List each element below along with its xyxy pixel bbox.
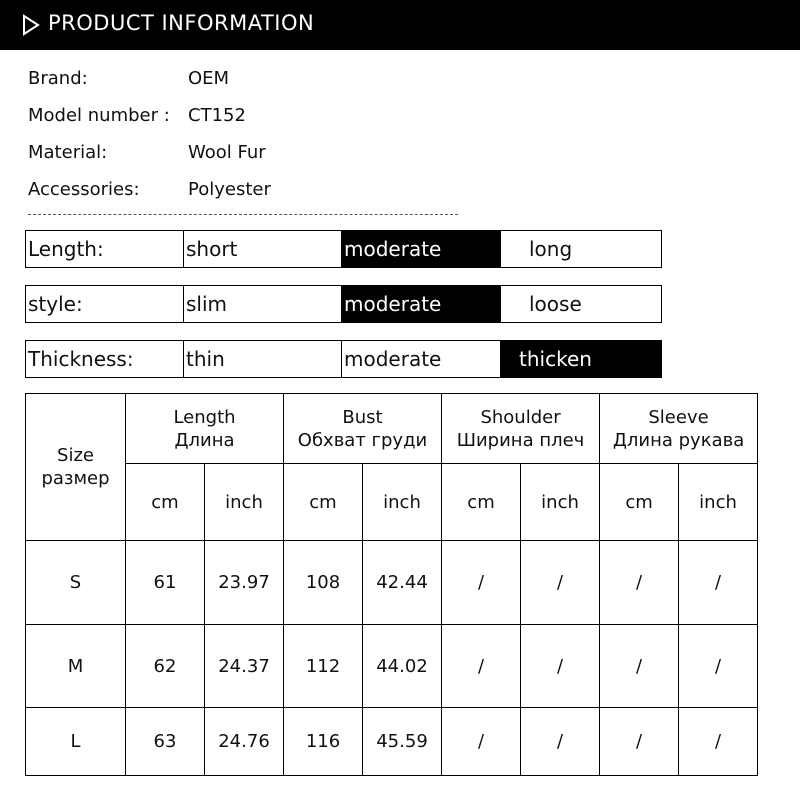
group-header-ru: Длина <box>174 429 235 451</box>
table-cell: / <box>521 708 600 776</box>
table-cell: / <box>442 541 521 625</box>
table-cell: 112 <box>284 625 363 708</box>
scale-label: style: <box>26 286 184 322</box>
table-cell: 45.59 <box>363 708 442 776</box>
size-header-en: Size <box>57 445 94 466</box>
info-label: Material: <box>28 142 108 163</box>
group-header-ru: Ширина плеч <box>456 429 585 451</box>
table-row <box>26 708 758 776</box>
table-row <box>26 541 758 625</box>
scale-label: Length: <box>26 231 184 267</box>
dashed-divider <box>28 214 458 215</box>
table-cell: 24.37 <box>205 625 284 708</box>
group-header-en: Shoulder <box>480 406 561 428</box>
unit-header: inch <box>679 464 758 541</box>
scale-option: moderate <box>342 341 501 377</box>
table-cell: / <box>679 541 758 625</box>
thickness-scale <box>25 340 662 378</box>
table-cell: / <box>442 625 521 708</box>
style-scale <box>25 285 662 323</box>
table-cell: 42.44 <box>363 541 442 625</box>
group-header-ru: Длина рукава <box>612 429 745 451</box>
table-cell: 62 <box>126 625 205 708</box>
unit-header: inch <box>205 464 284 541</box>
scale-option: moderate <box>342 231 501 267</box>
table-cell: 108 <box>284 541 363 625</box>
table-cell: / <box>521 541 600 625</box>
length-scale <box>25 230 662 268</box>
size-label: M <box>26 625 126 708</box>
unit-header: cm <box>442 464 521 541</box>
table-cell: / <box>600 625 679 708</box>
table-cell: 23.97 <box>205 541 284 625</box>
table-cell: / <box>600 708 679 776</box>
table-cell: / <box>679 625 758 708</box>
size-header-cell <box>26 394 126 541</box>
unit-header: inch <box>521 464 600 541</box>
scale-option: loose <box>529 292 582 316</box>
size-chart-table <box>25 393 758 776</box>
unit-header: cm <box>600 464 679 541</box>
scale-option: long <box>529 237 573 261</box>
product-information-header <box>0 0 800 50</box>
table-cell: 24.76 <box>205 708 284 776</box>
table-cell: 116 <box>284 708 363 776</box>
scale-option: thicken <box>501 341 661 377</box>
scale-option: thin <box>184 341 342 377</box>
info-value: CT152 <box>188 105 246 126</box>
group-header-sleeve <box>600 394 758 464</box>
info-value: Polyester <box>188 179 271 200</box>
info-label: Accessories: <box>28 179 140 200</box>
page-title: PRODUCT INFORMATION <box>48 11 315 35</box>
unit-header: cm <box>284 464 363 541</box>
table-cell: 61 <box>126 541 205 625</box>
table-cell: / <box>600 541 679 625</box>
scale-label: Thickness: <box>26 341 184 377</box>
info-value: Wool Fur <box>188 142 266 163</box>
play-triangle-outline-icon <box>22 14 40 36</box>
group-header-bust <box>284 394 442 464</box>
size-label: S <box>26 541 126 625</box>
size-header-ru: размер <box>41 468 110 489</box>
table-cell: / <box>679 708 758 776</box>
table-cell: / <box>521 625 600 708</box>
group-header-length <box>126 394 284 464</box>
scale-option: moderate <box>342 286 501 322</box>
unit-header: cm <box>126 464 205 541</box>
group-header-shoulder <box>442 394 600 464</box>
table-cell: 44.02 <box>363 625 442 708</box>
scale-option: slim <box>184 286 342 322</box>
info-value: OEM <box>188 68 230 89</box>
table-cell: / <box>442 708 521 776</box>
group-header-en: Bust <box>342 406 383 428</box>
unit-header: inch <box>363 464 442 541</box>
table-cell: 63 <box>126 708 205 776</box>
size-label: L <box>26 708 126 776</box>
group-header-en: Length <box>173 406 236 428</box>
group-header-ru: Обхват груди <box>297 429 428 451</box>
info-label: Model number : <box>28 105 170 126</box>
table-row <box>26 625 758 708</box>
group-header-en: Sleeve <box>648 406 709 428</box>
info-label: Brand: <box>28 68 88 89</box>
scale-option: short <box>184 231 342 267</box>
